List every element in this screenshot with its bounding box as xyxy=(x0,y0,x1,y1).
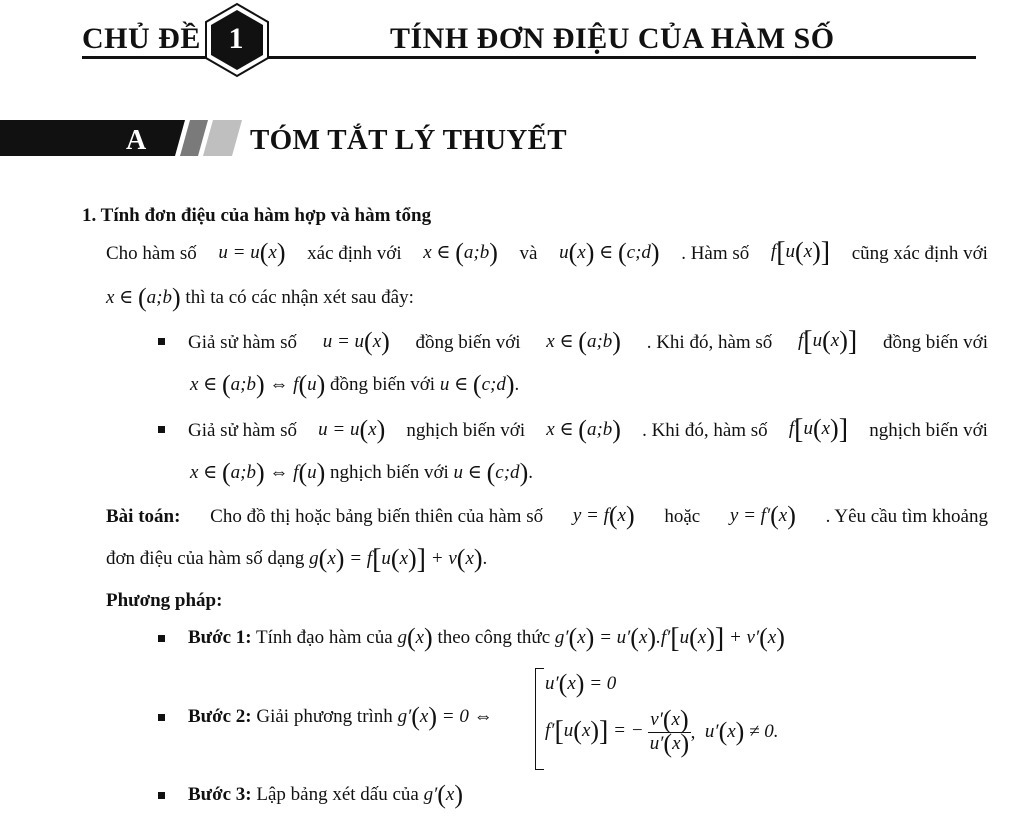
bullet1-line-2: x ∈ (a;b) ⇔ f(u) đồng biến với u ∈ (c;d). xyxy=(190,370,520,399)
method-heading: Phương pháp: xyxy=(106,590,223,611)
intro-line-2: x ∈ (a;b) thì ta có các nhận xét sau đây: xyxy=(106,283,414,312)
bullet-point xyxy=(158,635,165,642)
header-rule-left xyxy=(82,56,206,59)
heading-composite-function: 1. Tính đơn điệu của hàm hợp và hàm tổng xyxy=(82,205,432,226)
header-rule-right xyxy=(268,56,976,59)
system-eq-1: u′(x) = 0 xyxy=(545,669,617,698)
section-title: TÓM TẮT LÝ THUYẾT xyxy=(250,124,567,156)
bullet-point xyxy=(158,714,165,721)
system-bracket xyxy=(535,668,544,770)
system-eq-2: f′[u(x)] = − $\frac{v'(x)}{u'(x)}$ , u′(x) ≠ 0. xyxy=(545,705,779,758)
bullet2-line-1: Giả sử hàm số u = u(x) nghịch biến với x ∈ (a;b) . Khi đó, hàm số f[u(x)] nghịch biến với xyxy=(188,414,988,445)
step1-line: Bước 1: Tính đạo hàm của g(x) theo công thức g′(x) = u′(x).f′[u(x)] + v′(x) xyxy=(188,623,785,654)
bullet-point xyxy=(158,338,165,345)
bullet1-line-1: Giả sử hàm số u = u(x) đồng biến với x ∈ (a;b) . Khi đó, hàm số f[u(x)] đồng biến với xyxy=(188,326,988,357)
topic-label: CHỦ ĐỀ xyxy=(82,22,201,55)
bullet-point xyxy=(158,792,165,799)
bullet-point xyxy=(158,426,165,433)
step2-line: Bước 2: Giải phương trình g′(x) = 0 ⇔ xyxy=(188,702,493,731)
topic-title: TÍNH ĐƠN ĐIỆU CỦA HÀM SỐ xyxy=(390,22,835,55)
step3-line: Bước 3: Lập bảng xét dấu của g′(x) xyxy=(188,780,464,809)
section-bar xyxy=(0,120,250,160)
bullet2-line-2: x ∈ (a;b) ⇔ f(u) nghịch biến với u ∈ (c;d). xyxy=(190,458,533,487)
problem-line-1: Bài toán: Cho đồ thị hoặc bảng biến thiên của hàm số y = f(x) hoặc y = f′(x) . Yêu cầu tìm khoảng xyxy=(106,501,988,530)
topic-number: 1 xyxy=(228,22,244,55)
intro-line-1: Cho hàm số u = u(x) xác định với x ∈ (a;b) và u(x) ∈ (c;d) . Hàm số f[u(x)] cũng xác định với xyxy=(106,237,988,268)
problem-line-2: đơn điệu của hàm số dạng g(x) = f[u(x)] + v(x). xyxy=(106,544,488,575)
section-letter: A xyxy=(126,125,147,156)
